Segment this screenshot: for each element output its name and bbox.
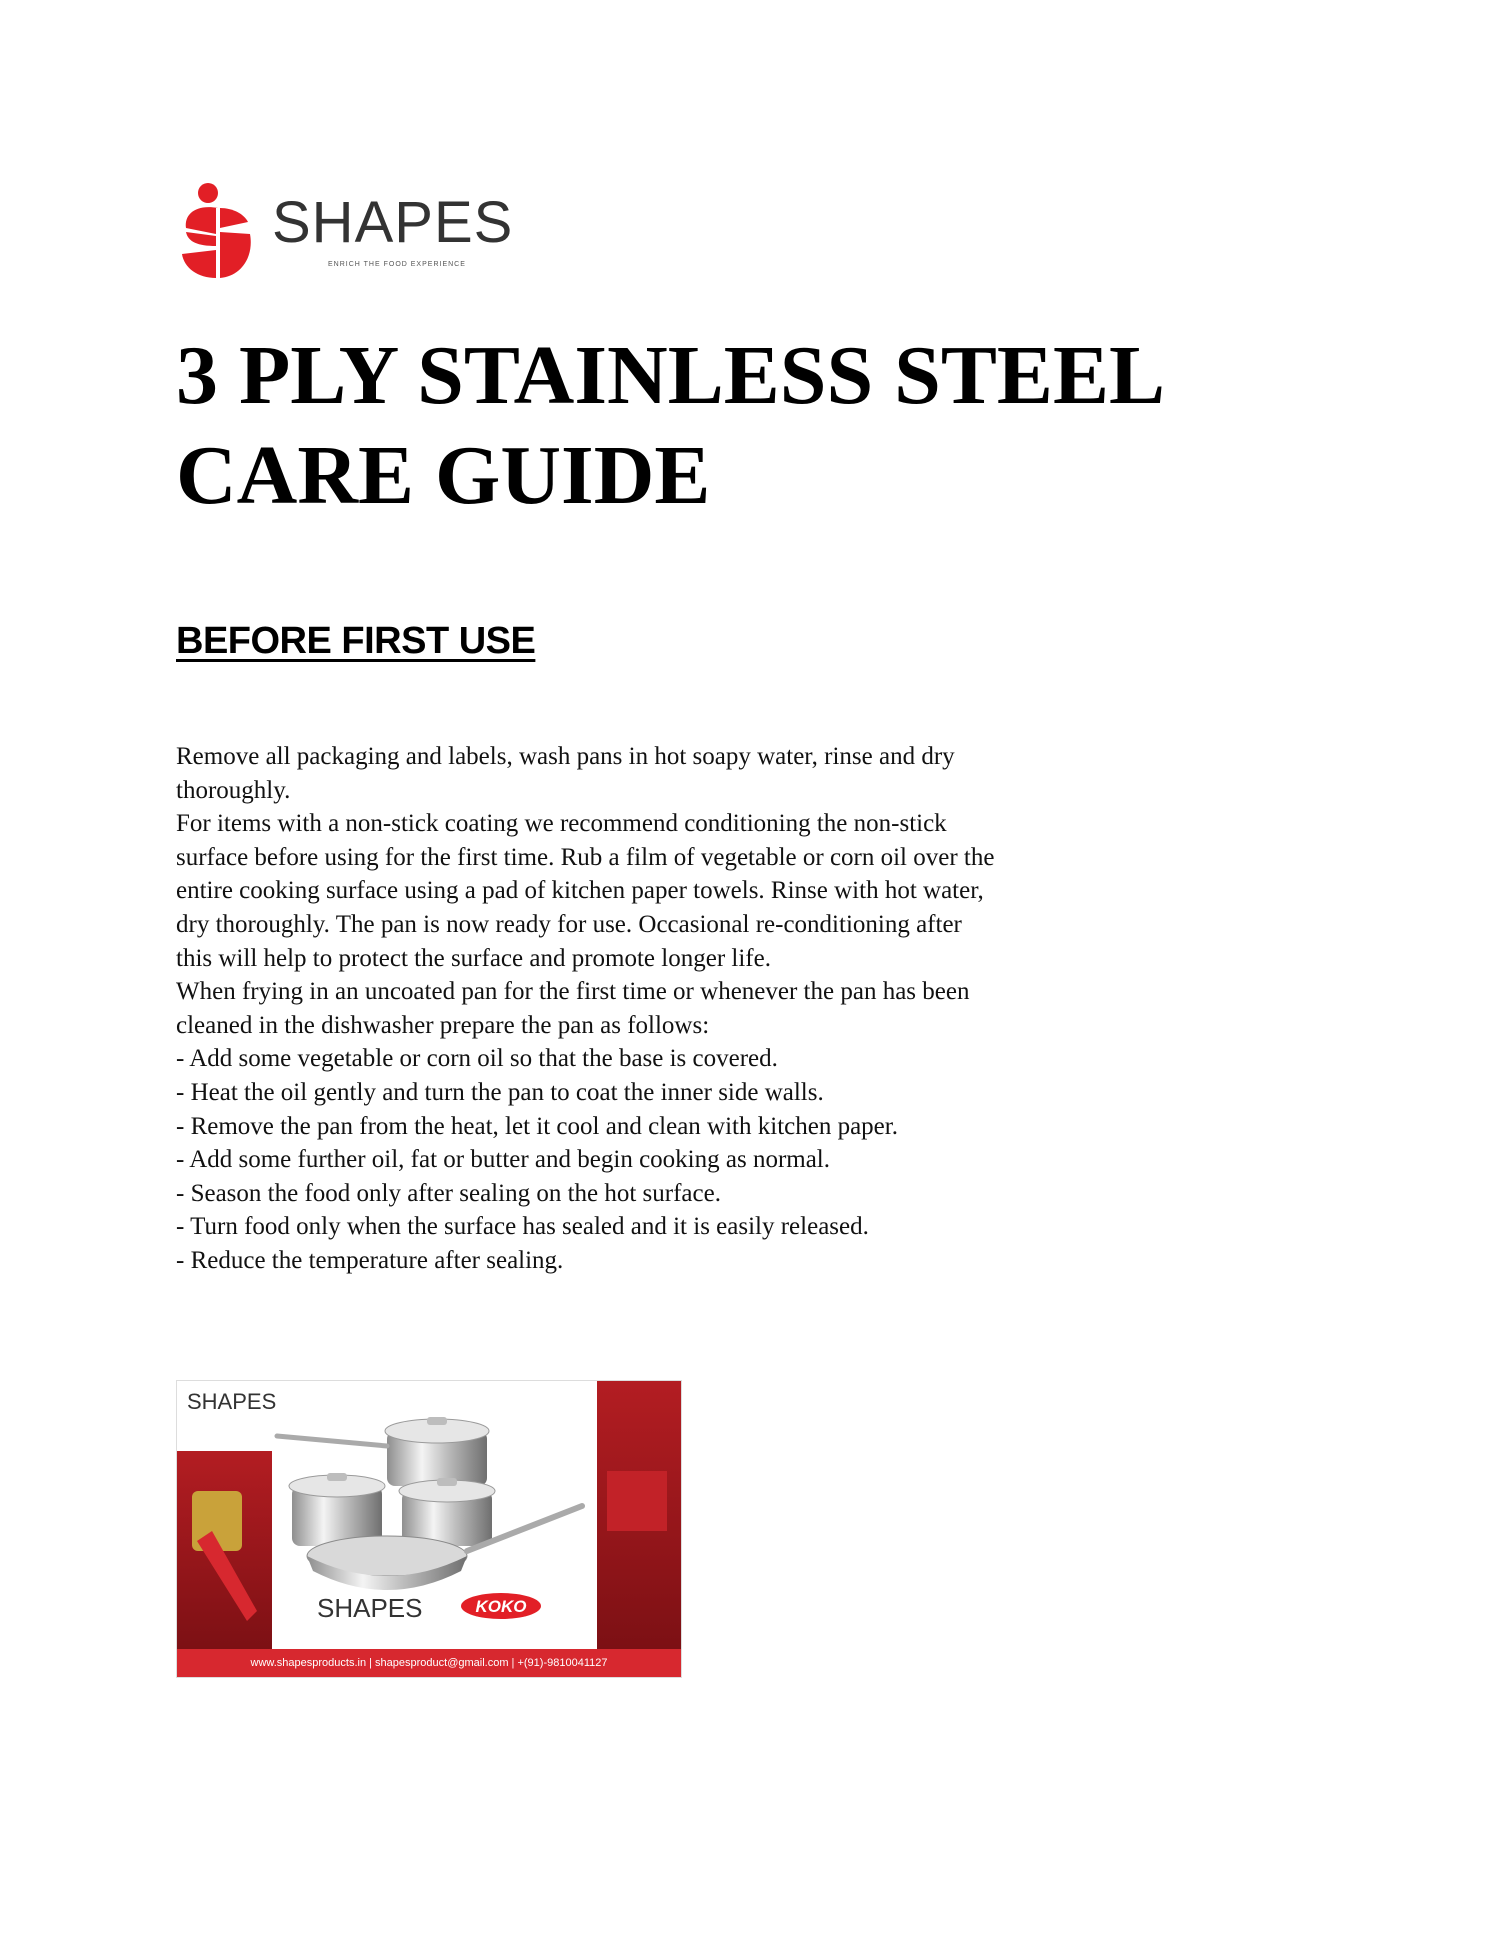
list-item: - Add some further oil, fat or butter and begin cooking as normal.	[176, 1146, 831, 1174]
logo-brand-text: SHAPES	[272, 190, 514, 255]
title-line-1: 3 PLY STAINLESS STEEL	[176, 329, 1166, 422]
body-line: Remove all packaging and labels, wash pans in hot soapy water, rinse and dry	[176, 743, 955, 770]
cookware-set-illustration	[177, 1381, 681, 1677]
list-item: - Season the food only after sealing on the hot surface.	[176, 1179, 721, 1207]
body-line: For items with a non-stick coating we recommend conditioning the non-stick	[176, 810, 947, 838]
product-advertisement-image	[176, 1380, 682, 1678]
body-line: this will help to protect the surface and promote longer life.	[176, 944, 771, 972]
koko-badge	[459, 1591, 543, 1621]
koko-label: KOKO	[475, 1597, 527, 1616]
body-text	[176, 740, 1176, 1278]
image-brand-logo-bottom: SHAPES	[317, 1593, 423, 1623]
section-heading: BEFORE FIRST USE	[176, 620, 536, 662]
body-line: dry thoroughly. The pan is now ready for use. Occasional re-conditioning after	[176, 910, 962, 938]
body-line: entire cooking surface using a pad of kitchen paper towels. Rinse with hot water,	[176, 877, 984, 905]
list-item: - Reduce the temperature after sealing.	[176, 1246, 564, 1274]
body-line: surface before using for the first time. Rub a film of vegetable or corn oil over the	[176, 843, 995, 871]
shapes-logo-icon	[178, 182, 256, 280]
page-title	[176, 326, 1376, 526]
list-item: - Turn food only when the surface has sealed and it is easily released.	[176, 1213, 869, 1241]
list-item: - Heat the oil gently and turn the pan to coat the inner side walls.	[176, 1078, 824, 1106]
title-line-2: CARE GUIDE	[176, 429, 711, 522]
image-brand-logo-top: SHAPES	[187, 1389, 277, 1414]
logo-tagline: ENRICH THE FOOD EXPERIENCE	[328, 261, 466, 268]
list-item: - Add some vegetable or corn oil so that the base is covered.	[176, 1045, 778, 1073]
body-line: When frying in an uncoated pan for the first time or whenever the pan has been	[176, 978, 970, 1006]
list-item: - Remove the pan from the heat, let it cool and clean with kitchen paper.	[176, 1112, 898, 1140]
contact-footer-bar	[177, 1649, 681, 1677]
body-line: cleaned in the dishwasher prepare the pan as follows:	[176, 1011, 710, 1039]
body-line: thoroughly.	[176, 776, 291, 804]
contact-footer-text: www.shapesproducts.in | shapesproduct@gmail.com | +(91)-9810041127	[250, 1657, 608, 1669]
shapes-logo	[178, 178, 538, 288]
